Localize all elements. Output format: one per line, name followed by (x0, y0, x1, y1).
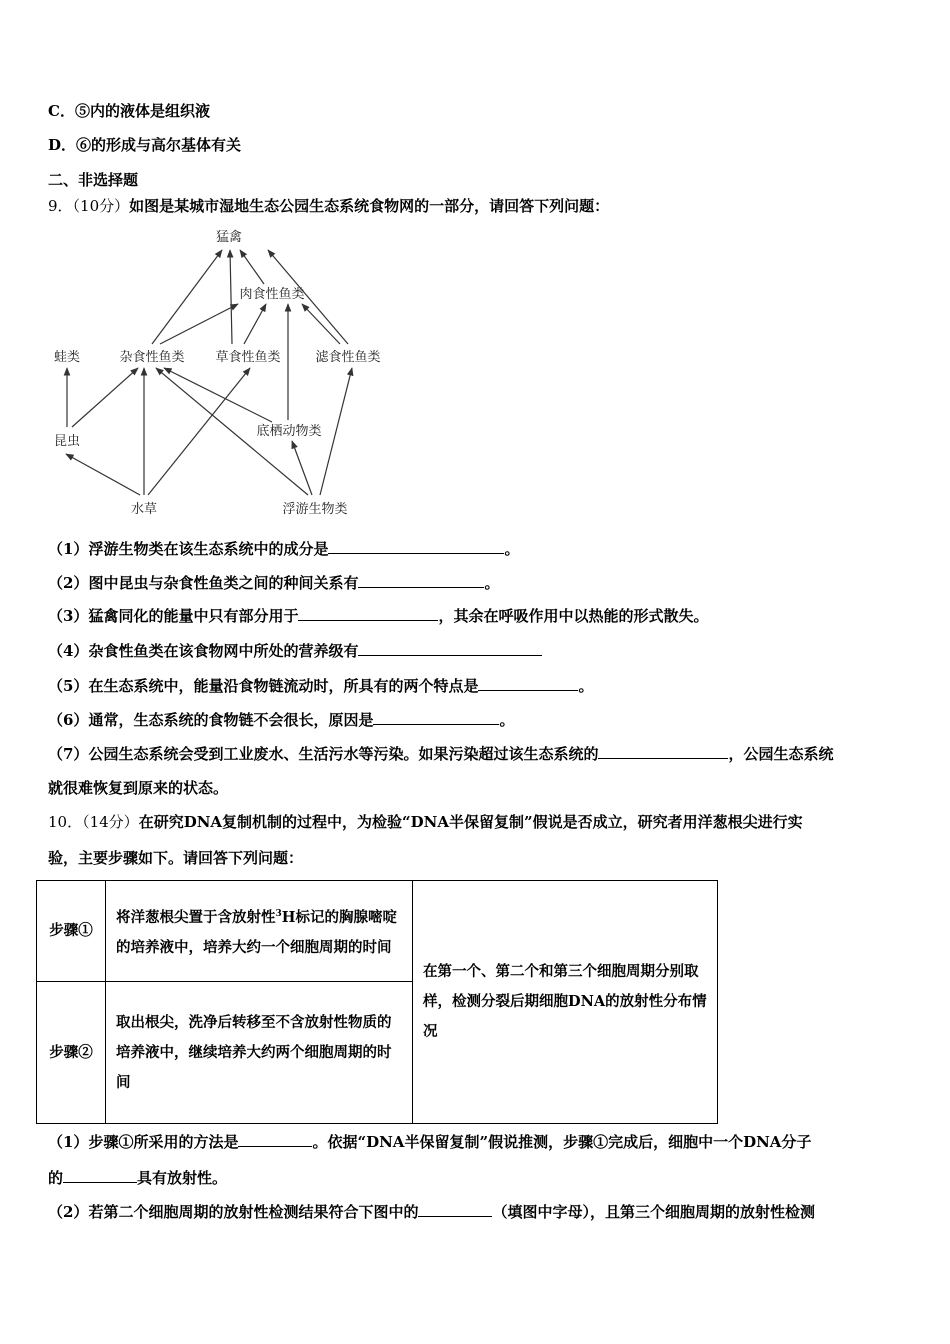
q9-sub-1 (48, 537, 519, 559)
q9-sub-3 (48, 604, 708, 626)
q10-sub-2-text-b: （填图中字母），且第三个细胞周期的放射性检测 (492, 1203, 815, 1221)
arrow-benthic-to-omnivore-fish (164, 368, 272, 422)
arrow-herbivore-fish-to-carnivore-fish (244, 304, 266, 344)
food-web-edges (66, 250, 352, 495)
q9-sub-6-label: （6） (48, 711, 89, 729)
arrow-omnivore-fish-to-carnivore-fish (160, 304, 238, 344)
step1-text-pre: 将洋葱根尖置于含放射性 (116, 908, 276, 926)
q10-sub-2-label: （2） (48, 1203, 89, 1221)
answer-blank[interactable] (63, 1166, 137, 1183)
isotope-mass-number: 3 (275, 909, 282, 920)
option-c-letter: C． (48, 102, 75, 120)
q10-sub-1-label: （1） (48, 1133, 89, 1151)
step2-label: 步骤② (37, 982, 106, 1124)
answer-blank[interactable] (373, 708, 499, 725)
node-omnivore-fish: 杂食性鱼类 (119, 350, 185, 365)
q9-sub-5-label: （5） (48, 677, 89, 695)
option-d-letter: D． (48, 136, 77, 154)
answer-blank[interactable] (328, 537, 504, 554)
q10-score: （14分） (82, 813, 139, 831)
node-waterweed: 水草 (130, 502, 158, 517)
food-web-diagram (40, 222, 400, 522)
q9-sub-4-text: 杂食性鱼类在该食物网中所处的营养级有 (88, 642, 359, 660)
q9-sub-1-after: 。 (504, 540, 520, 558)
q9-sub-2-after: 。 (484, 574, 500, 592)
q10-stem (48, 812, 803, 832)
arrow-waterweed-to-insect (66, 454, 140, 495)
node-insect: 昆虫 (53, 434, 81, 449)
section-title: 二、非选择题 (48, 171, 139, 189)
q10-stem-a: 在研究DNA复制机制的过程中，为检验“DNA半保留复制”假说是否成立，研究者用洋葱根尖进行实 (138, 813, 803, 831)
q9-sub-4 (48, 639, 542, 661)
q10-sub-1-cont-a: 的 (48, 1169, 64, 1187)
q10-sub-1-cont-b: 具有放射性。 (137, 1169, 228, 1187)
arrow-carnivore-fish-to-raptor (240, 250, 264, 284)
arrow-plankton-to-filter-fish (320, 368, 352, 495)
q9-sub-7-after: ，公园生态系统 (728, 745, 834, 763)
q9-stem-text: 如图是某城市湿地生态公园生态系统食物网的一部分，请回答下列问题： (129, 197, 610, 215)
node-frog: 蛙类 (53, 350, 81, 365)
q9-sub-3-label: （3） (48, 607, 89, 625)
q9-sub-5-after: 。 (578, 677, 594, 695)
q9-sub-6-after: 。 (499, 711, 515, 729)
q9-sub-4-label: （4） (48, 642, 89, 660)
q10-sub-1-cont (48, 1166, 227, 1188)
q9-sub-7 (48, 742, 833, 764)
option-d (48, 135, 241, 155)
option-c-text: ⑤内的液体是组织液 (74, 102, 210, 120)
answer-blank[interactable] (598, 742, 728, 759)
q9-sub-7-label: （7） (48, 745, 89, 763)
step1-text-post: 标记的胸腺嘧啶的培养液中，培养大约一个细胞周期的时间 (116, 908, 397, 956)
answer-blank[interactable] (298, 604, 438, 621)
node-filter-fish: 滤食性鱼类 (315, 350, 381, 365)
step2-text: 取出根尖，洗净后转移至不含放射性物质的培养液中，继续培养大约两个细胞周期的时间 (106, 982, 413, 1124)
q9-sub-7-cont: 就很难恢复到原来的状态。 (48, 779, 229, 797)
table-row (37, 881, 718, 982)
answer-blank[interactable] (358, 639, 542, 656)
node-benthic: 底栖动物类 (256, 424, 322, 439)
q10-sub-2 (48, 1200, 815, 1222)
q9-stem (48, 196, 609, 216)
q9-sub-1-label: （1） (48, 540, 89, 558)
option-c (48, 101, 210, 121)
arrow-herbivore-fish-to-raptor (230, 250, 232, 344)
node-carnivore-fish: 肉食性鱼类 (239, 287, 305, 302)
answer-blank[interactable] (238, 1130, 312, 1147)
step1-text (106, 881, 413, 982)
q9-sub-5-text: 在生态系统中，能量沿食物链流动时，所具有的两个特点是 (88, 677, 479, 695)
q9-sub-2 (48, 571, 499, 593)
steps-table (36, 880, 718, 1124)
q10-sub-1-text-b: 。依据“DNA半保留复制”假说推测，步骤①完成后，细胞中一个DNA分子 (312, 1133, 812, 1151)
q9-sub-7-text: 公园生态系统会受到工业废水、生活污水等污染。如果污染超过该生态系统的 (88, 745, 599, 763)
q9-sub-2-text: 图中昆虫与杂食性鱼类之间的种间关系有 (88, 574, 359, 592)
node-plankton: 浮游生物类 (282, 502, 348, 517)
arrow-insect-to-omnivore-fish (72, 368, 138, 427)
q10-sub-2-text-a: 若第二个细胞周期的放射性检测结果符合下图中的 (88, 1203, 419, 1221)
q9-sub-1-text: 浮游生物类在该生态系统中的成分是 (88, 540, 329, 558)
arrow-waterweed-to-herbivore-fish (148, 368, 250, 495)
sampling-text: 在第一个、第二个和第三个细胞周期分别取样，检测分裂后期细胞DNA的放射性分布情况 (413, 881, 718, 1124)
arrow-plankton-to-benthic (292, 441, 312, 495)
node-raptor: 猛禽 (215, 230, 243, 245)
q10-sub-1-text-a: 步骤①所采用的方法是 (88, 1133, 239, 1151)
q9-score: （10分） (72, 197, 130, 215)
q9-sub-2-label: （2） (48, 574, 89, 592)
q10-number: 10． (48, 813, 83, 831)
q9-sub-6 (48, 708, 514, 730)
q10-sub-1 (48, 1130, 811, 1152)
isotope-symbol: H (281, 908, 296, 926)
step1-label: 步骤① (37, 881, 106, 982)
q10-stem-b: 验，主要步骤如下。请回答下列问题： (48, 849, 304, 867)
answer-blank[interactable] (478, 674, 578, 691)
answer-blank[interactable] (358, 571, 484, 588)
q9-sub-5 (48, 674, 593, 696)
node-herbivore-fish: 草食性鱼类 (215, 350, 281, 365)
q9-number: 9． (48, 197, 73, 215)
q9-sub-3-text: 猛禽同化的能量中只有部分用于 (88, 607, 299, 625)
q9-sub-6-text: 通常，生态系统的食物链不会很长，原因是 (88, 711, 374, 729)
answer-blank[interactable] (418, 1200, 492, 1217)
option-d-text: ⑥的形成与高尔基体有关 (76, 136, 242, 154)
arrow-filter-fish-to-carnivore-fish (302, 304, 340, 344)
q9-sub-3-after: ，其余在呼吸作用中以热能的形式散失。 (438, 607, 709, 625)
